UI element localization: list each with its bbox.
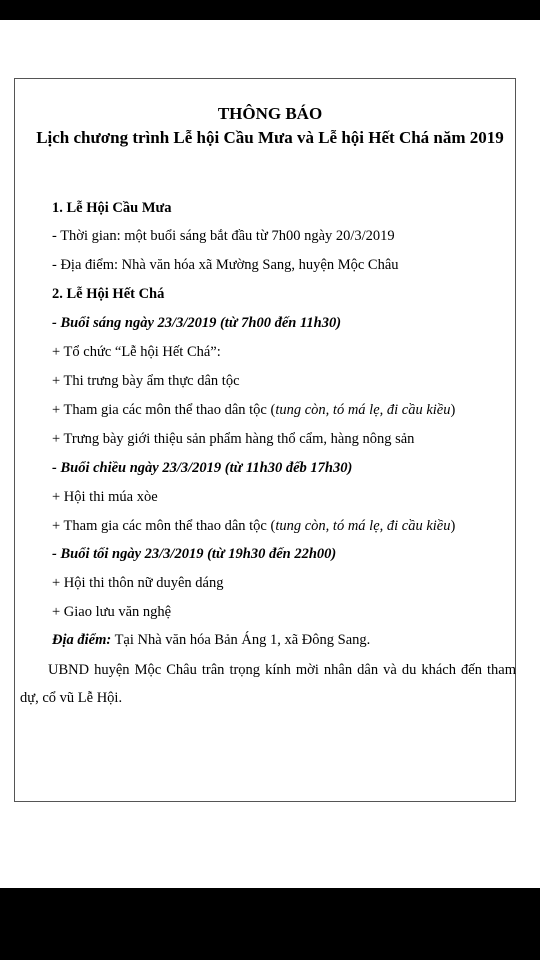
- morning-item-3-prefix: + Tham gia các môn thể thao dân tộc (: [52, 402, 276, 418]
- evening-item-1: + Hội thi thôn nữ duyên dáng: [52, 575, 224, 591]
- afternoon-item-2-sports: tung còn, tó má lẹ, đi cầu kiều: [275, 518, 451, 534]
- morning-heading: - Buổi sáng ngày 23/3/2019 (từ 7h00 đến 11h30): [52, 315, 342, 331]
- section1-place: - Địa điểm: Nhà văn hóa xã Mường Sang, huyện Mộc Châu: [52, 257, 399, 273]
- morning-item-3-suffix: ): [450, 402, 456, 418]
- closing-paragraph: UBND huyện Mộc Châu trân trọng kính mời nhân dân và du khách đến tham dự, cổ vũ Lễ Hội.: [20, 662, 516, 706]
- venue-label: Địa điểm:: [52, 632, 112, 648]
- section2-heading: 2. Lễ Hội Hết Chá: [52, 286, 165, 302]
- bottom-black-bar: [0, 888, 540, 960]
- afternoon-item-2-prefix: + Tham gia các môn thể thao dân tộc (: [52, 518, 276, 534]
- afternoon-item-1: + Hội thi múa xòe: [52, 489, 158, 505]
- venue-text: Tại Nhà văn hóa Bản Áng 1, xã Đông Sang.: [111, 632, 371, 648]
- section1-heading: 1. Lễ Hội Cầu Mưa: [52, 200, 172, 216]
- evening-item-2: + Giao lưu văn nghệ: [52, 604, 172, 620]
- afternoon-item-2: [52, 518, 455, 535]
- afternoon-heading: - Buổi chiều ngày 23/3/2019 (từ 11h30 đếb 17h30): [52, 460, 353, 476]
- section1-time: - Thời gian: một buổi sáng bắt đầu từ 7h00 ngày 20/3/2019: [52, 228, 395, 244]
- notice-title: THÔNG BÁO: [217, 104, 323, 123]
- evening-heading: - Buổi tối ngày 23/3/2019 (từ 19h30 đến 22h00): [52, 546, 337, 562]
- morning-item-3-sports: tung còn, tó má lẹ, đi cầu kiều: [275, 402, 451, 418]
- top-black-bar: [0, 0, 540, 20]
- morning-item-1: + Tổ chức “Lễ hội Hết Chá”:: [52, 344, 221, 360]
- notice-subtitle: Lịch chương trình Lễ hội Cầu Mưa và Lễ hội Hết Chá năm 2019: [36, 128, 504, 147]
- morning-item-2: + Thi trưng bày ẩm thực dân tộc: [52, 373, 240, 389]
- morning-item-3: [52, 402, 455, 419]
- morning-item-4: + Trưng bày giới thiệu sản phẩm hàng thổ cẩm, hàng nông sản: [52, 431, 415, 447]
- afternoon-item-2-suffix: ): [450, 518, 456, 534]
- venue-line: [52, 632, 370, 649]
